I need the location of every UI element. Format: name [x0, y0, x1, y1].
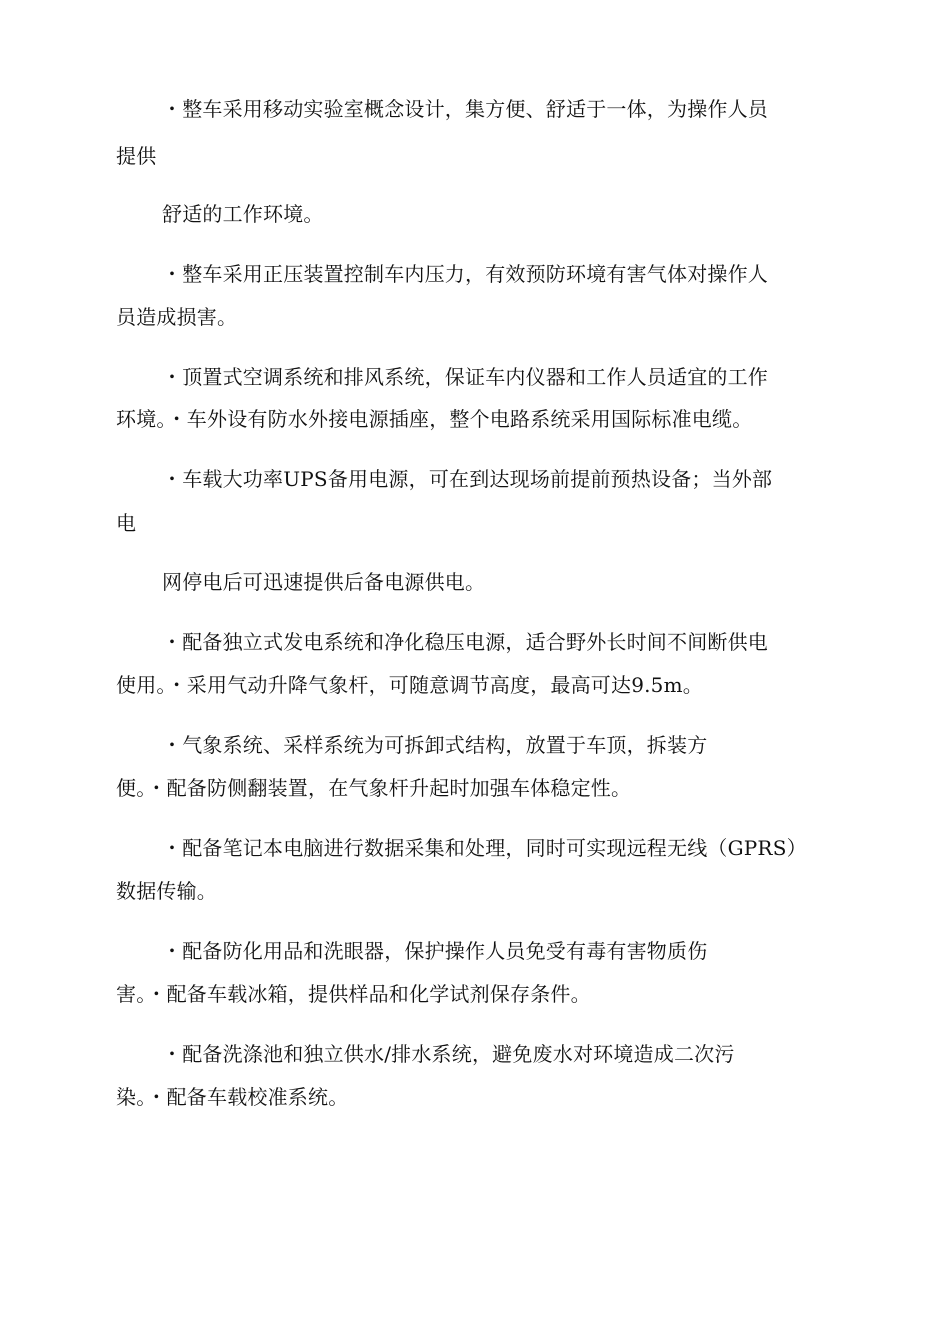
text-line: 使用。・采用气动升降气象杆，可随意调节高度，最高可达9.5m。	[116, 673, 703, 697]
text-line: 数据传输。	[116, 879, 217, 903]
text-line: ・配备笔记本电脑进行数据采集和处理，同时可实现远程无线（GPRS）	[162, 836, 807, 860]
text-line: 环境。・车外设有防水外接电源插座，整个电路系统采用国际标准电缆。	[116, 407, 753, 431]
text-line: ・整车采用移动实验室概念设计，集方便、舒适于一体，为操作人员	[162, 97, 768, 121]
text-line: ・配备独立式发电系统和净化稳压电源，适合野外长时间不间断供电	[162, 630, 768, 654]
text-line: ・配备洗涤池和独立供水/排水系统，避免废水对环境造成二次污	[162, 1042, 735, 1066]
text-line: 电	[116, 511, 137, 535]
text-line: 舒适的工作环境。	[162, 202, 324, 226]
text-line: 提供	[116, 144, 157, 168]
text-line: 网停电后可迅速提供后备电源供电。	[162, 570, 486, 594]
text-line: ・整车采用正压装置控制车内压力，有效预防环境有害气体对操作人	[162, 262, 768, 286]
text-line: ・车载大功率UPS备用电源，可在到达现场前提前预热设备；当外部	[162, 467, 773, 491]
text-line: 便。・配备防侧翻装置，在气象杆升起时加强车体稳定性。	[116, 776, 632, 800]
text-line: 员造成损害。	[116, 305, 238, 329]
text-line: 染。・配备车载校准系统。	[116, 1085, 349, 1109]
text-line: ・气象系统、采样系统为可拆卸式结构，放置于车顶，拆装方	[162, 733, 708, 757]
text-line: 害。・配备车载冰箱，提供样品和化学试剂保存条件。	[116, 982, 591, 1006]
text-line: ・顶置式空调系统和排风系统，保证车内仪器和工作人员适宜的工作	[162, 365, 768, 389]
text-line: ・配备防化用品和洗眼器，保护操作人员免受有毒有害物质伤	[162, 939, 708, 963]
